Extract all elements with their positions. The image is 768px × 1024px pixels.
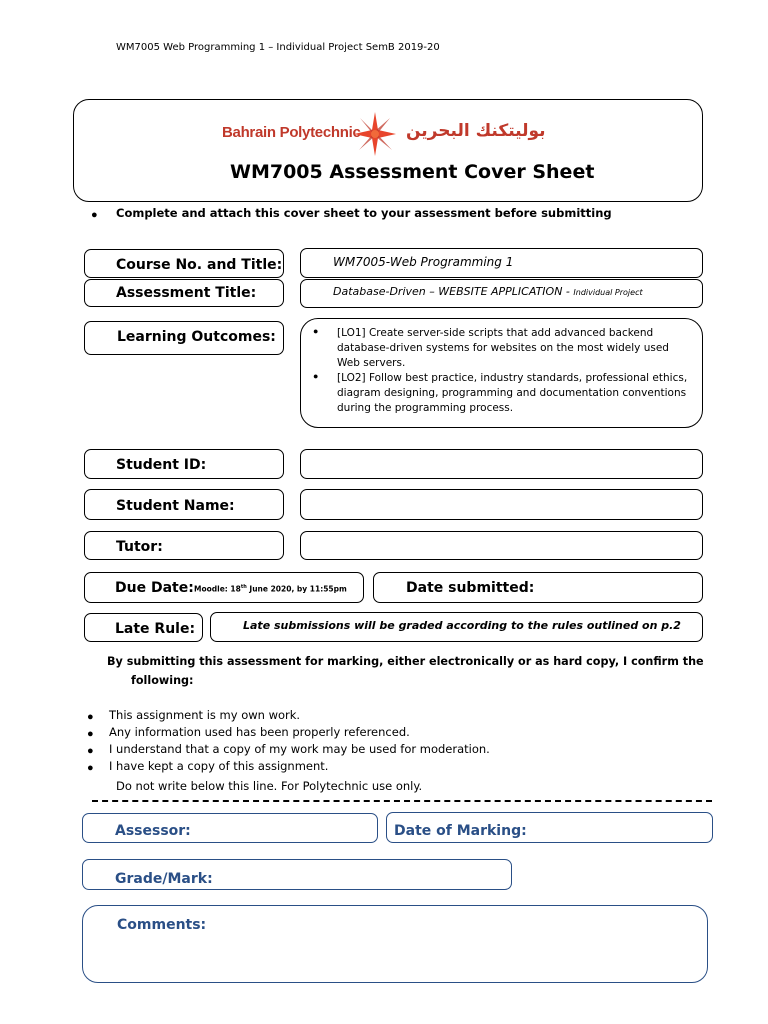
lo2-line2: diagram designing, programming and documentation conventions [337, 387, 687, 399]
lo1-line1: [LO1] Create server-side scripts that add advanced backend [337, 327, 654, 339]
bullet-icon: ● [87, 762, 94, 774]
logo-english-text: Bahrain Polytechnic [222, 124, 361, 141]
instruction-text: Complete and attach this cover sheet to your assessment before submitting [116, 206, 612, 220]
confirm-line-1: By submitting this assessment for marking, either electronically or as hard copy, I confirm the [107, 655, 704, 668]
logo-arabic-text: بوليتكنك البحرين [406, 121, 546, 141]
cut-line-divider [92, 800, 712, 802]
declaration-item: I understand that a copy of my work may be used for moderation. [109, 742, 490, 756]
due-date-label: Due Date: [115, 580, 194, 596]
tutor-label: Tutor: [116, 539, 163, 555]
polytechnic-star-logo [350, 110, 400, 158]
learning-outcomes-label: Learning Outcomes: [117, 329, 276, 345]
course-label: Course No. and Title: [116, 257, 283, 273]
declaration-item: This assignment is my own work. [109, 708, 301, 722]
assessment-value [333, 285, 643, 298]
due-date-prefix: Moodle: 18 [194, 584, 241, 594]
lo1-line3: Web servers. [337, 357, 406, 369]
assessor-label: Assessor: [115, 823, 191, 839]
due-date-suffix: June 2020, by 11:55pm [246, 584, 347, 594]
student-id-label: Student ID: [116, 457, 207, 473]
date-of-marking-label: Date of Marking: [394, 823, 527, 839]
tutor-label-box [84, 531, 284, 560]
bullet-icon: ● [313, 371, 319, 381]
lo1-line2: database-driven systems for websites on the most widely used [337, 342, 669, 354]
bullet-icon: ● [91, 209, 98, 221]
assessment-value-main: Database-Driven – WEBSITE APPLICATION - [333, 285, 574, 298]
assessment-value-small: Individual Project [573, 288, 643, 297]
course-value: WM7005-Web Programming 1 [333, 255, 514, 269]
assessment-label: Assessment Title: [116, 285, 257, 301]
late-rule-label: Late Rule: [115, 621, 196, 637]
grade-label: Grade/Mark: [115, 871, 213, 887]
page-title: WM7005 Assessment Cover Sheet [230, 161, 595, 183]
tutor-field[interactable] [300, 531, 703, 560]
bullet-icon: ● [87, 728, 94, 740]
comments-label: Comments: [117, 917, 207, 933]
bullet-icon: ● [313, 326, 319, 336]
running-header: WM7005 Web Programming 1 – Individual Project SemB 2019-20 [116, 42, 440, 53]
student-id-field[interactable] [300, 449, 703, 479]
late-rule-text: Late submissions will be graded according to the rules outlined on p.2 [243, 619, 681, 632]
due-date-sup: th [240, 584, 247, 590]
lo2-line3: during the programming process. [337, 402, 514, 414]
student-name-label: Student Name: [116, 498, 235, 514]
due-date-detail [194, 584, 347, 594]
office-use-note: Do not write below this line. For Polytechnic use only. [116, 779, 423, 793]
bullet-icon: ● [87, 711, 94, 723]
declaration-item: Any information used has been properly referenced. [109, 725, 410, 739]
student-name-field[interactable] [300, 489, 703, 520]
confirm-line-2: following: [131, 674, 194, 687]
date-submitted-label: Date submitted: [406, 580, 535, 596]
lo2-line1: [LO2] Follow best practice, industry standards, professional ethics, [337, 372, 688, 384]
declaration-item: I have kept a copy of this assignment. [109, 759, 329, 773]
bullet-icon: ● [87, 745, 94, 757]
